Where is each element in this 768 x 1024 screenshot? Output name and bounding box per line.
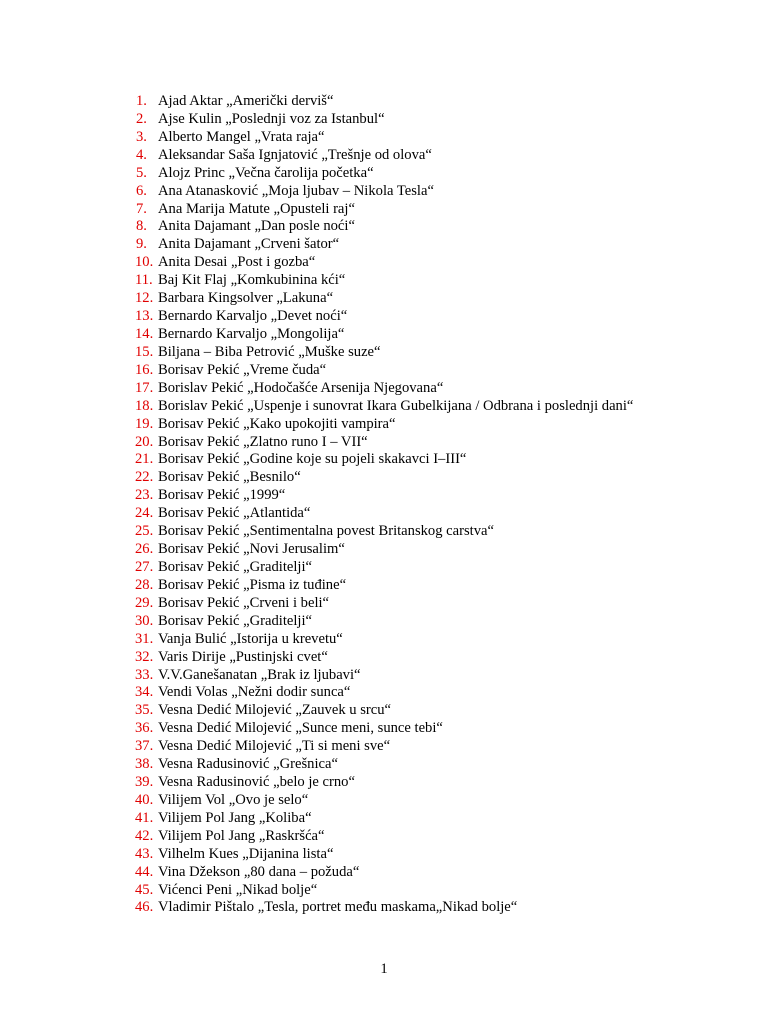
list-item: [116, 380, 633, 398]
list-item-text: Borisav Pekić „Novi Jerusalim“: [158, 541, 345, 558]
list-item: [116, 684, 633, 702]
list-item-number: 27.: [135, 558, 154, 575]
list-item: [116, 236, 633, 254]
list-item-number: 31.: [135, 630, 154, 647]
list-item-number: 34.: [135, 684, 154, 701]
list-item-number: 7.: [136, 200, 147, 217]
list-item: [116, 828, 633, 846]
list-item: [116, 308, 633, 326]
list-item-number: 3.: [136, 128, 147, 145]
list-item-number: 4.: [136, 146, 147, 163]
list-item-number: 41.: [135, 809, 154, 826]
list-item-text: Borisav Pekić „Besnilo“: [158, 469, 301, 486]
list-item: [116, 756, 633, 774]
list-item: [116, 720, 633, 738]
list-item-text: Vilijem Pol Jang „Raskršća“: [158, 827, 325, 844]
list-item: [116, 702, 633, 720]
list-item-number: 30.: [135, 612, 154, 629]
list-item-number: 21.: [135, 451, 154, 468]
list-item-text: Bernardo Karvaljo „Devet noći“: [158, 308, 348, 325]
list-item-number: 9.: [136, 236, 147, 253]
list-item-number: 29.: [135, 594, 154, 611]
list-item-number: 35.: [135, 702, 154, 719]
list-item: [116, 129, 633, 147]
list-item-number: 28.: [135, 576, 154, 593]
list-item: [116, 846, 633, 864]
list-item-text: Borisav Pekić „Atlantida“: [158, 505, 311, 522]
list-item-text: Vanja Bulić „Istorija u krevetu“: [158, 630, 343, 647]
book-list: [116, 93, 633, 917]
list-item: [116, 326, 633, 344]
list-item: [116, 147, 633, 165]
list-item-number: 25.: [135, 523, 154, 540]
list-item-text: Vesna Dedić Milojević „Sunce meni, sunce tebi“: [158, 720, 443, 737]
list-item-text: Ajad Aktar „Američki derviš“: [158, 93, 334, 109]
list-item-text: Vilijem Pol Jang „Koliba“: [158, 809, 312, 826]
list-item-text: Vesna Radusinović „belo je crno“: [158, 774, 355, 791]
list-item-text: V.V.Ganešanatan „Brak iz ljubavi“: [158, 666, 361, 683]
list-item: [116, 792, 633, 810]
list-item: [116, 254, 633, 272]
list-item-text: Bernardo Karvaljo „Mongolija“: [158, 325, 345, 342]
list-item: [116, 899, 633, 917]
list-item: [116, 290, 633, 308]
list-item-number: 22.: [135, 469, 154, 486]
list-item-number: 11.: [135, 272, 153, 289]
list-item: [116, 218, 633, 236]
list-item: [116, 183, 633, 201]
list-item-number: 32.: [135, 648, 154, 665]
list-item-text: Vićenci Peni „Nikad bolje“: [158, 881, 318, 898]
page-number: 1: [380, 961, 388, 977]
list-item-text: Alojz Princ „Večna čarolija početka“: [158, 164, 374, 181]
list-item-text: Borisav Pekić „Zlatno runo I – VII“: [158, 433, 368, 450]
list-item: [116, 559, 633, 577]
list-item-number: 15.: [135, 343, 154, 360]
list-item: [116, 613, 633, 631]
list-item: [116, 595, 633, 613]
list-item-text: Alberto Mangel „Vrata raja“: [158, 128, 325, 145]
list-item-text: Anita Desai „Post i gozba“: [158, 254, 316, 271]
list-item: [116, 738, 633, 756]
list-item-number: 23.: [135, 487, 154, 504]
list-item-text: Anita Dajamant „Dan posle noći“: [158, 218, 355, 235]
list-item-number: 39.: [135, 774, 154, 791]
list-item-number: 14.: [135, 325, 154, 342]
list-item-text: Vesna Dedić Milojević „Zauvek u srcu“: [158, 702, 392, 719]
list-item-text: Borisav Pekić „1999“: [158, 487, 286, 504]
list-item-text: Biljana – Biba Petrović „Muške suze“: [158, 343, 381, 360]
list-item-number: 33.: [135, 666, 154, 683]
list-item-text: Borisav Pekić „Kako upokojiti vampira“: [158, 415, 396, 432]
list-item: [116, 882, 633, 900]
list-item-text: Borisav Pekić „Graditelji“: [158, 612, 312, 629]
list-item-number: 17.: [135, 379, 154, 396]
list-item-number: 10.: [135, 254, 154, 271]
list-item-number: 40.: [135, 791, 154, 808]
list-item-text: Vina Džekson „80 dana – požuda“: [158, 863, 360, 880]
list-item: [116, 416, 633, 434]
list-item-text: Vilhelm Kues „Dijanina lista“: [158, 845, 334, 862]
list-item-number: 24.: [135, 505, 154, 522]
list-item-text: Borislav Pekić „Uspenje i sunovrat Ikara Gubelkijana / Odbrana i poslednji dani“: [158, 397, 634, 414]
list-item-number: 6.: [136, 182, 147, 199]
list-item-number: 36.: [135, 720, 154, 737]
list-item-number: 45.: [135, 881, 154, 898]
list-item: [116, 864, 633, 882]
list-item: [116, 505, 633, 523]
list-item-text: Borisav Pekić „Crveni i beli“: [158, 594, 330, 611]
list-item-text: Barbara Kingsolver „Lakuna“: [158, 290, 334, 307]
list-item: [116, 111, 633, 129]
list-item-text: Borisav Pekić „Graditelji“: [158, 558, 312, 575]
list-item-number: 43.: [135, 845, 154, 862]
list-item-number: 46.: [135, 899, 154, 916]
list-item: [116, 272, 633, 290]
list-item-number: 42.: [135, 827, 154, 844]
list-item-text: Vladimir Pištalo „Tesla, portret među maskama„Nikad bolje“: [158, 899, 518, 916]
list-item-text: Anita Dajamant „Crveni šator“: [158, 236, 340, 253]
list-item-text: Borisav Pekić „Godine koje su pojeli skakavci I–III“: [158, 451, 467, 468]
list-item: [116, 541, 633, 559]
list-item-text: Vesna Dedić Milojević „Ti si meni sve“: [158, 738, 391, 755]
list-item: [116, 631, 633, 649]
list-item-text: Ana Marija Matute „Opusteli raj“: [158, 200, 355, 217]
list-item-number: 20.: [135, 433, 154, 450]
list-item-number: 8.: [136, 218, 147, 235]
list-item-text: Varis Dirije „Pustinjski cvet“: [158, 648, 328, 665]
list-item-text: Borislav Pekić „Hodočašće Arsenija Njegovana“: [158, 379, 444, 396]
list-item: [116, 434, 633, 452]
list-item-number: 38.: [135, 756, 154, 773]
list-item: [116, 469, 633, 487]
list-item-number: 19.: [135, 415, 154, 432]
list-item: [116, 523, 633, 541]
list-item: [116, 649, 633, 667]
list-item: [116, 577, 633, 595]
list-item: [116, 165, 633, 183]
list-item-number: 13.: [135, 308, 154, 325]
list-item-number: 1.: [136, 93, 147, 109]
list-item: [116, 810, 633, 828]
list-item: [116, 93, 633, 111]
list-item-text: Baj Kit Flaj „Komkubinina kći“: [158, 272, 346, 289]
list-item: [116, 451, 633, 469]
list-item-number: 44.: [135, 863, 154, 880]
list-item-number: 12.: [135, 290, 154, 307]
list-item-number: 16.: [135, 361, 154, 378]
list-item-text: Vesna Radusinović „Grešnica“: [158, 756, 338, 773]
list-item: [116, 362, 633, 380]
list-item: [116, 201, 633, 219]
list-item-number: 37.: [135, 738, 154, 755]
list-item-number: 26.: [135, 541, 154, 558]
list-item: [116, 487, 633, 505]
list-item: [116, 667, 633, 685]
list-item-number: 5.: [136, 164, 147, 181]
list-item: [116, 398, 633, 416]
list-item-text: Aleksandar Saša Ignjatović „Trešnje od olova“: [158, 146, 432, 163]
list-item-text: Borisav Pekić „Pisma iz tuđine“: [158, 576, 347, 593]
list-item-text: Vendi Volas „Nežni dodir sunca“: [158, 684, 351, 701]
list-item: [116, 774, 633, 792]
list-item-text: Borisav Pekić „Sentimentalna povest Britanskog carstva“: [158, 523, 494, 540]
list-item-text: Ajse Kulin „Poslednji voz za Istanbul“: [158, 110, 385, 127]
list-item-number: 18.: [135, 397, 154, 414]
list-item-text: Vilijem Vol „Ovo je selo“: [158, 791, 309, 808]
list-item-number: 2.: [136, 110, 147, 127]
list-item: [116, 344, 633, 362]
list-item-text: Borisav Pekić „Vreme čuda“: [158, 361, 327, 378]
list-item-text: Ana Atanasković „Moja ljubav – Nikola Tesla“: [158, 182, 434, 199]
